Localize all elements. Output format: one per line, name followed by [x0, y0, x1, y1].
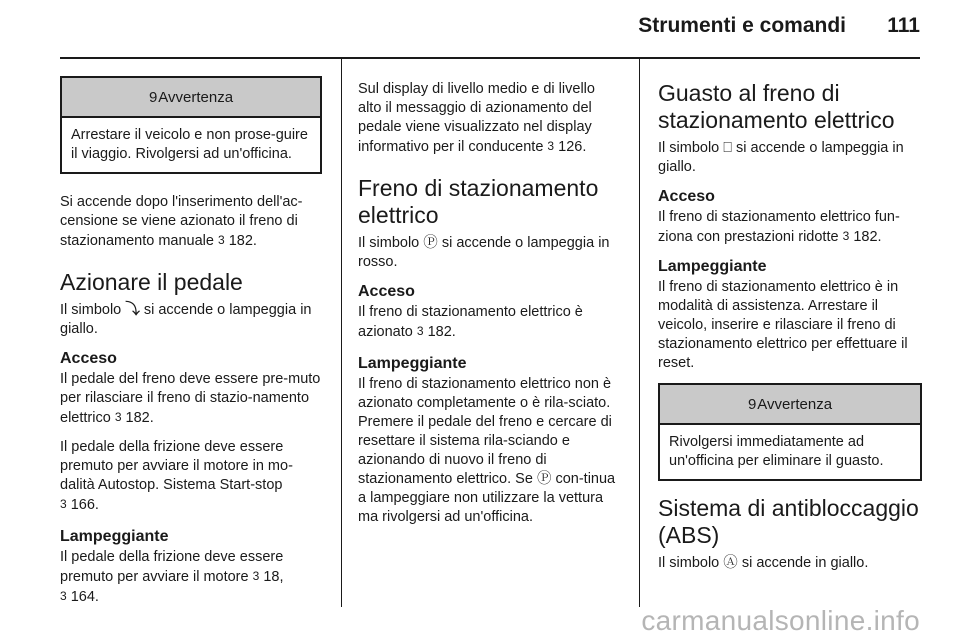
section-heading: Guasto al freno di stazionamento elettrico	[658, 80, 895, 133]
lampeggiante-paragraph: Il pedale della frizione deve essere premuto per avviare il motore 3 18, 3 164.	[60, 549, 284, 605]
page-number: 111	[887, 14, 920, 37]
subheading-acceso: Acceso	[60, 350, 117, 367]
brake-fault-icon: ⎕	[723, 140, 732, 156]
pedal-icon: ⤵	[125, 302, 140, 318]
warning-title: Avvertenza	[757, 395, 833, 413]
acceso-paragraph-2: Il pedale della frizione deve essere premuto per avviare il motore in mo-dalità Autostop. Sistema Start-stop 3 166.	[60, 439, 293, 513]
acceso-paragraph: Il freno di stazionamento elettrico è azionato 3 182.	[358, 304, 583, 340]
page-ref-icon: 3	[60, 497, 67, 511]
page-ref-icon: 3	[547, 139, 555, 153]
section-heading: Sistema di antibloccaggio (ABS)	[658, 495, 919, 548]
brake-intro: Il simbolo Ⓟ si accende o lampeggia in rosso.	[358, 235, 610, 270]
warning-body: Arrestare il veicolo e non prose-guire il viaggio. Rivolgersi ad un'officina.	[71, 127, 308, 162]
page-ref: 166.	[70, 497, 99, 513]
page-ref-icon: 3	[218, 233, 225, 247]
page-ref: 182.	[125, 410, 154, 426]
column-3	[658, 80, 922, 573]
lampeggiante-paragraph: Il freno di stazionamento elettrico non è azionato completamente o è rila-sciato. Premere il pedale del freno e cercare di resettare il sistema rila-sciando e azionando di nuovo il freno di stazionamento elettrico. Se Ⓟ con-tinua a lampeggiare non utilizzare la vettura ma rivolgersi ad un'officina.	[358, 376, 616, 525]
subheading-acceso: Acceso	[358, 283, 415, 300]
subheading-lampeggiante: Lampeggiante	[358, 355, 467, 372]
page-ref: 18,	[263, 569, 284, 585]
column-1	[60, 76, 322, 607]
column-2	[358, 80, 620, 527]
warning-body: Rivolgersi immediatamente ad un'officina per eliminare il guasto.	[669, 434, 884, 469]
warning-box	[658, 383, 922, 481]
abs-icon: Ⓐ	[723, 555, 738, 571]
fault-intro: Il simbolo ⎕ si accende o lampeggia in giallo.	[658, 140, 904, 175]
header-title: Strumenti e comandi	[638, 14, 846, 37]
subheading-acceso: Acceso	[658, 188, 715, 205]
display-paragraph: Sul display di livello medio e di livello alto il messaggio di azionamento del pedale viene visualizzato nel display informativo per il conducente 3 126.	[358, 81, 595, 155]
parking-brake-icon: Ⓟ	[536, 471, 552, 487]
abs-intro: Il simbolo Ⓐ si accende in giallo.	[658, 555, 869, 571]
column-divider	[341, 59, 342, 607]
subheading-lampeggiante: Lampeggiante	[658, 258, 767, 275]
page-ref: 126.	[558, 139, 587, 155]
page-ref-icon: 3	[252, 569, 260, 583]
warning-title: Avvertenza	[158, 88, 234, 106]
warning-icon: 9	[747, 395, 757, 413]
section-heading: Freno di stazionamento elettrico	[358, 175, 599, 228]
parking-brake-icon: Ⓟ	[423, 235, 438, 251]
page-ref: 182.	[853, 229, 882, 245]
lampeggiante-paragraph: Il freno di stazionamento elettrico è in modalità di assistenza. Arrestare il veicolo, inserire e rilasciare il freno di stazionamento elettrico per effettuare il reset.	[658, 279, 908, 371]
page-ref-icon: 3	[842, 229, 850, 243]
warning-box	[60, 76, 322, 174]
pedal-intro: Il simbolo ⤵ si accende o lampeggia in giallo.	[60, 302, 312, 337]
warning-header	[660, 385, 920, 425]
page-ref: 164.	[70, 589, 99, 605]
warning-icon: 9	[148, 88, 158, 106]
warning-header	[62, 78, 320, 118]
watermark: carmanualsonline.info	[641, 605, 920, 636]
acceso-paragraph: Il freno di stazionamento elettrico fun-ziona con prestazioni ridotte 3 182.	[658, 209, 900, 245]
page-ref: 182.	[427, 324, 456, 340]
page-ref-icon: 3	[60, 589, 67, 603]
header-rule	[60, 57, 920, 59]
page-ref-icon: 3	[416, 324, 424, 338]
subheading-lampeggiante: Lampeggiante	[60, 528, 169, 545]
acceso-paragraph-1: Il pedale del freno deve essere pre-muto per rilasciare il freno di stazio-namento elettrico 3 182.	[60, 371, 321, 426]
section-heading: Azionare il pedale	[60, 269, 243, 295]
intro-paragraph: Si accende dopo l'inserimento dell'ac-censione se viene azionato il freno di stazionamento manuale 3 182.	[60, 194, 303, 249]
page-ref: 182.	[228, 233, 257, 249]
page-ref-icon: 3	[114, 410, 122, 424]
column-divider	[639, 59, 640, 607]
